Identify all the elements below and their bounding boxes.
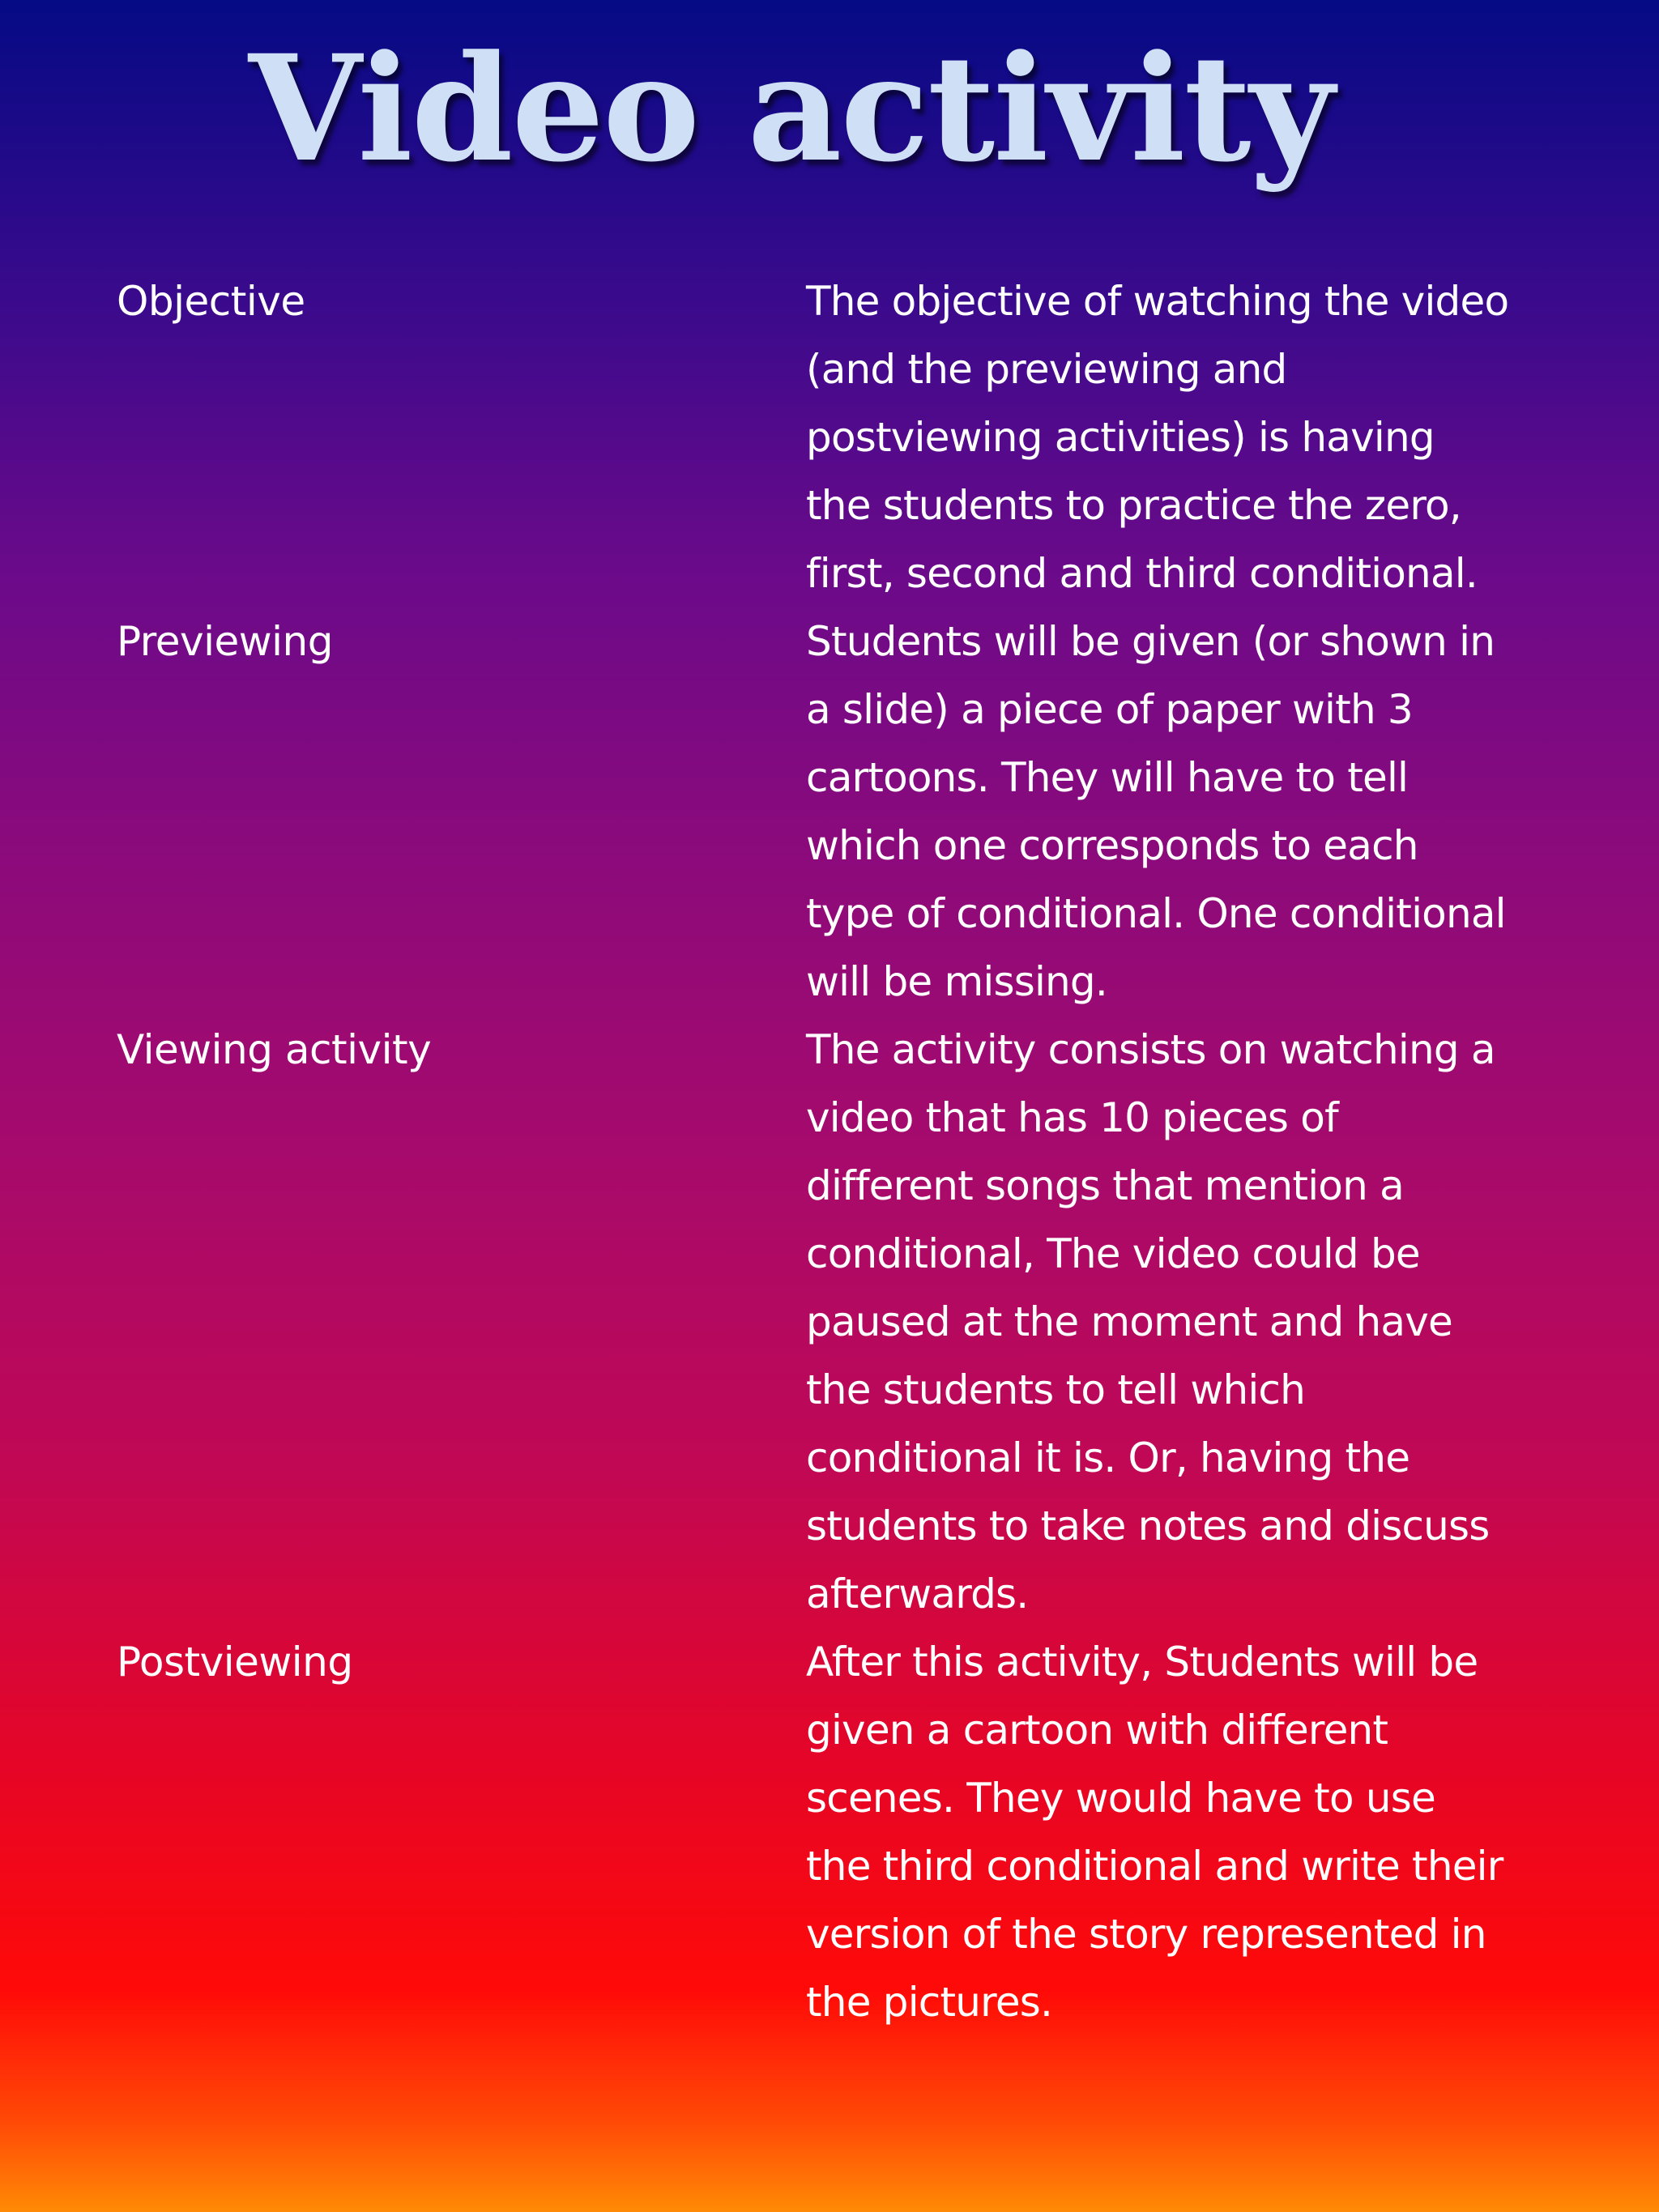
row-label-previewing: Previewing: [117, 618, 333, 665]
row-postviewing: [0, 1628, 1659, 2036]
row-text-viewing-activity: The activity consists on watching a video that has 10 pieces of different songs that mention a conditional, The video could be paused at the moment and have the students to tell which conditional it is. Or, having the students to take notes and discuss afterwards.: [806, 1026, 1495, 1617]
row-viewing-activity: [0, 1016, 1659, 1628]
row-label-postviewing: Postviewing: [117, 1639, 353, 1686]
page-title: Video activity: [248, 23, 1333, 194]
activity-table: [0, 267, 1659, 2036]
row-text-previewing: Students will be given (or shown in a slide) a piece of paper with 3 cartoons. They will have to tell which one corresponds to each type of conditional. One conditional will be missing.: [806, 618, 1506, 1005]
row-previewing: [0, 607, 1659, 1016]
row-text-objective: The objective of watching the video (and the previewing and postviewing activities) is having the students to practice the zero, first, second and third conditional.: [806, 278, 1509, 597]
row-label-objective: Objective: [117, 278, 305, 325]
row-objective: [0, 267, 1659, 607]
row-label-viewing-activity: Viewing activity: [117, 1026, 432, 1073]
row-text-postviewing: After this activity, Students will be given a cartoon with different scenes. They would have to use the third conditional and write their version of the story represented in the pictures.: [806, 1639, 1503, 2026]
